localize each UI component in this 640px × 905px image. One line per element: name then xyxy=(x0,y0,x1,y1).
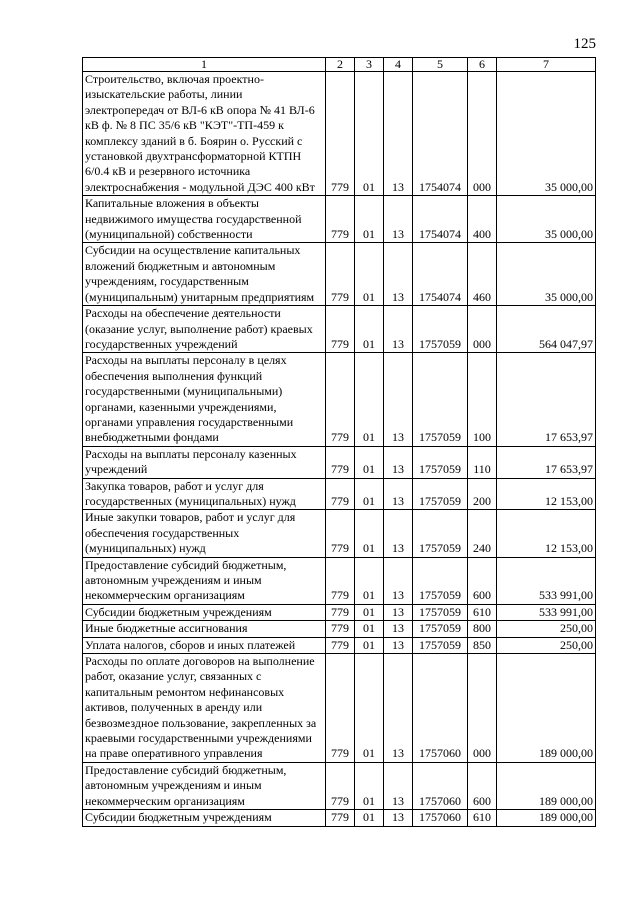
row-code-6-cell: 000 xyxy=(468,654,497,763)
row-code-3-cell: 01 xyxy=(355,353,384,446)
row-code-2-cell: 779 xyxy=(326,72,355,196)
row-code-2-cell: 779 xyxy=(326,510,355,557)
row-code-6-cell: 000 xyxy=(468,306,497,353)
row-code-6-cell: 000 xyxy=(468,72,497,196)
table-header-row xyxy=(83,58,596,72)
table-row xyxy=(83,243,596,306)
row-code-2-cell: 779 xyxy=(326,196,355,243)
row-code-5-cell: 1754074 xyxy=(413,72,468,196)
row-code-2-cell: 779 xyxy=(326,446,355,478)
row-code-6-cell: 240 xyxy=(468,510,497,557)
row-code-2-cell: 779 xyxy=(326,621,355,637)
row-code-3-cell: 01 xyxy=(355,196,384,243)
row-code-5-cell: 1757059 xyxy=(413,604,468,620)
row-code-5-cell: 1757059 xyxy=(413,306,468,353)
row-code-2-cell: 779 xyxy=(326,810,355,826)
table-row xyxy=(83,762,596,809)
row-code-3-cell: 01 xyxy=(355,306,384,353)
row-code-4-cell: 13 xyxy=(384,621,413,637)
row-name-cell: Закупка товаров, работ и услуг для государственных (муниципальных) нужд xyxy=(83,478,326,510)
row-code-4-cell: 13 xyxy=(384,72,413,196)
table-row xyxy=(83,306,596,353)
row-code-5-cell: 1757059 xyxy=(413,353,468,446)
row-code-6-cell: 600 xyxy=(468,557,497,604)
row-code-5-cell: 1757060 xyxy=(413,654,468,763)
page-number: 125 xyxy=(573,36,596,52)
row-code-5-cell: 1757059 xyxy=(413,510,468,557)
row-code-4-cell: 13 xyxy=(384,557,413,604)
row-code-4-cell: 13 xyxy=(384,243,413,306)
row-name-cell: Иные закупки товаров, работ и услуг для обеспечения государственных (муниципальных) нужд xyxy=(83,510,326,557)
row-name-cell: Расходы на выплаты персоналу в целях обеспечения выполнения функций государственными (муниципальными) органами, казенными учреждениями, органами управления государственными внебюджетными фондами xyxy=(83,353,326,446)
row-code-6-cell: 400 xyxy=(468,196,497,243)
row-code-3-cell: 01 xyxy=(355,762,384,809)
row-code-4-cell: 13 xyxy=(384,654,413,763)
row-code-6-cell: 600 xyxy=(468,762,497,809)
column-header-3: 3 xyxy=(355,58,384,72)
row-code-5-cell: 1757060 xyxy=(413,762,468,809)
table-row xyxy=(83,810,596,826)
column-header-2: 2 xyxy=(326,58,355,72)
column-header-1: 1 xyxy=(83,58,326,72)
table-row xyxy=(83,637,596,653)
row-code-2-cell: 779 xyxy=(326,557,355,604)
row-amount-cell: 12 153,00 xyxy=(497,510,596,557)
table-row xyxy=(83,604,596,620)
row-name-cell: Субсидии на осуществление капитальных вложений бюджетным и автономным учреждениям, государственным (муниципальным) унитарным предприятиям xyxy=(83,243,326,306)
column-header-7: 7 xyxy=(497,58,596,72)
row-name-cell: Иные бюджетные ассигнования xyxy=(83,621,326,637)
row-code-4-cell: 13 xyxy=(384,306,413,353)
row-amount-cell: 17 653,97 xyxy=(497,446,596,478)
row-code-2-cell: 779 xyxy=(326,637,355,653)
row-code-4-cell: 13 xyxy=(384,810,413,826)
row-code-6-cell: 110 xyxy=(468,446,497,478)
row-code-3-cell: 01 xyxy=(355,604,384,620)
budget-table xyxy=(82,57,596,827)
table-row xyxy=(83,196,596,243)
row-code-3-cell: 01 xyxy=(355,810,384,826)
table-row xyxy=(83,557,596,604)
row-code-3-cell: 01 xyxy=(355,637,384,653)
row-code-6-cell: 100 xyxy=(468,353,497,446)
row-code-3-cell: 01 xyxy=(355,478,384,510)
row-amount-cell: 35 000,00 xyxy=(497,196,596,243)
row-code-5-cell: 1754074 xyxy=(413,243,468,306)
row-name-cell: Предоставление субсидий бюджетным, автономным учреждениям и иным некоммерческим организациям xyxy=(83,557,326,604)
row-amount-cell: 35 000,00 xyxy=(497,243,596,306)
row-code-6-cell: 850 xyxy=(468,637,497,653)
row-code-2-cell: 779 xyxy=(326,353,355,446)
row-code-3-cell: 01 xyxy=(355,243,384,306)
row-code-4-cell: 13 xyxy=(384,353,413,446)
row-code-3-cell: 01 xyxy=(355,654,384,763)
table-row xyxy=(83,654,596,763)
row-amount-cell: 17 653,97 xyxy=(497,353,596,446)
row-code-5-cell: 1757059 xyxy=(413,621,468,637)
row-code-6-cell: 460 xyxy=(468,243,497,306)
column-header-5: 5 xyxy=(413,58,468,72)
row-code-4-cell: 13 xyxy=(384,478,413,510)
row-code-5-cell: 1757059 xyxy=(413,446,468,478)
table-row xyxy=(83,446,596,478)
row-amount-cell: 12 153,00 xyxy=(497,478,596,510)
row-code-2-cell: 779 xyxy=(326,654,355,763)
row-code-4-cell: 13 xyxy=(384,196,413,243)
row-code-5-cell: 1757060 xyxy=(413,810,468,826)
row-code-3-cell: 01 xyxy=(355,446,384,478)
row-amount-cell: 533 991,00 xyxy=(497,557,596,604)
row-amount-cell: 35 000,00 xyxy=(497,72,596,196)
row-code-3-cell: 01 xyxy=(355,621,384,637)
table-row xyxy=(83,510,596,557)
table-row xyxy=(83,353,596,446)
row-amount-cell: 250,00 xyxy=(497,621,596,637)
row-amount-cell: 189 000,00 xyxy=(497,654,596,763)
row-code-4-cell: 13 xyxy=(384,637,413,653)
row-amount-cell: 250,00 xyxy=(497,637,596,653)
row-amount-cell: 189 000,00 xyxy=(497,762,596,809)
row-code-2-cell: 779 xyxy=(326,478,355,510)
row-code-6-cell: 200 xyxy=(468,478,497,510)
row-name-cell: Уплата налогов, сборов и иных платежей xyxy=(83,637,326,653)
row-name-cell: Капитальные вложения в объекты недвижимого имущества государственной (муниципальной) собственности xyxy=(83,196,326,243)
row-code-2-cell: 779 xyxy=(326,306,355,353)
row-code-6-cell: 610 xyxy=(468,604,497,620)
row-code-2-cell: 779 xyxy=(326,243,355,306)
row-name-cell: Предоставление субсидий бюджетным, автономным учреждениям и иным некоммерческим организациям xyxy=(83,762,326,809)
row-code-5-cell: 1757059 xyxy=(413,637,468,653)
row-code-2-cell: 779 xyxy=(326,604,355,620)
row-name-cell: Субсидии бюджетным учреждениям xyxy=(83,810,326,826)
row-code-6-cell: 610 xyxy=(468,810,497,826)
row-name-cell: Расходы на обеспечение деятельности (оказание услуг, выполнение работ) краевых государственных учреждений xyxy=(83,306,326,353)
row-code-4-cell: 13 xyxy=(384,604,413,620)
column-header-6: 6 xyxy=(468,58,497,72)
column-header-4: 4 xyxy=(384,58,413,72)
row-name-cell: Субсидии бюджетным учреждениям xyxy=(83,604,326,620)
row-name-cell: Строительство, включая проектно-изыскательские работы, линии электропередач от ВЛ-6 кВ опора № 41 ВЛ-6 кВ ф. № 8 ПС 35/6 кВ "КЭТ"-ТП-459 к комплексу зданий в б. Боярин о. Русский с установкой двухтрансформаторной КТПН 6/0.4 кВ и резервного источника электроснабжения - модульной ДЭС 400 кВт xyxy=(83,72,326,196)
row-amount-cell: 189 000,00 xyxy=(497,810,596,826)
row-code-5-cell: 1757059 xyxy=(413,478,468,510)
row-code-5-cell: 1757059 xyxy=(413,557,468,604)
row-code-3-cell: 01 xyxy=(355,72,384,196)
table-row xyxy=(83,621,596,637)
row-code-6-cell: 800 xyxy=(468,621,497,637)
row-name-cell: Расходы по оплате договоров на выполнение работ, оказание услуг, связанных с капитальным ремонтом нефинансовых активов, полученных в аренду или безвозмездное пользование, закрепленных за краевыми государственными учреждениями на праве оперативного управления xyxy=(83,654,326,763)
row-name-cell: Расходы на выплаты персоналу казенных учреждений xyxy=(83,446,326,478)
table-row xyxy=(83,72,596,196)
row-amount-cell: 533 991,00 xyxy=(497,604,596,620)
row-code-4-cell: 13 xyxy=(384,510,413,557)
row-code-3-cell: 01 xyxy=(355,557,384,604)
row-code-5-cell: 1754074 xyxy=(413,196,468,243)
row-code-3-cell: 01 xyxy=(355,510,384,557)
row-code-4-cell: 13 xyxy=(384,762,413,809)
row-code-4-cell: 13 xyxy=(384,446,413,478)
table-row xyxy=(83,478,596,510)
row-code-2-cell: 779 xyxy=(326,762,355,809)
row-amount-cell: 564 047,97 xyxy=(497,306,596,353)
